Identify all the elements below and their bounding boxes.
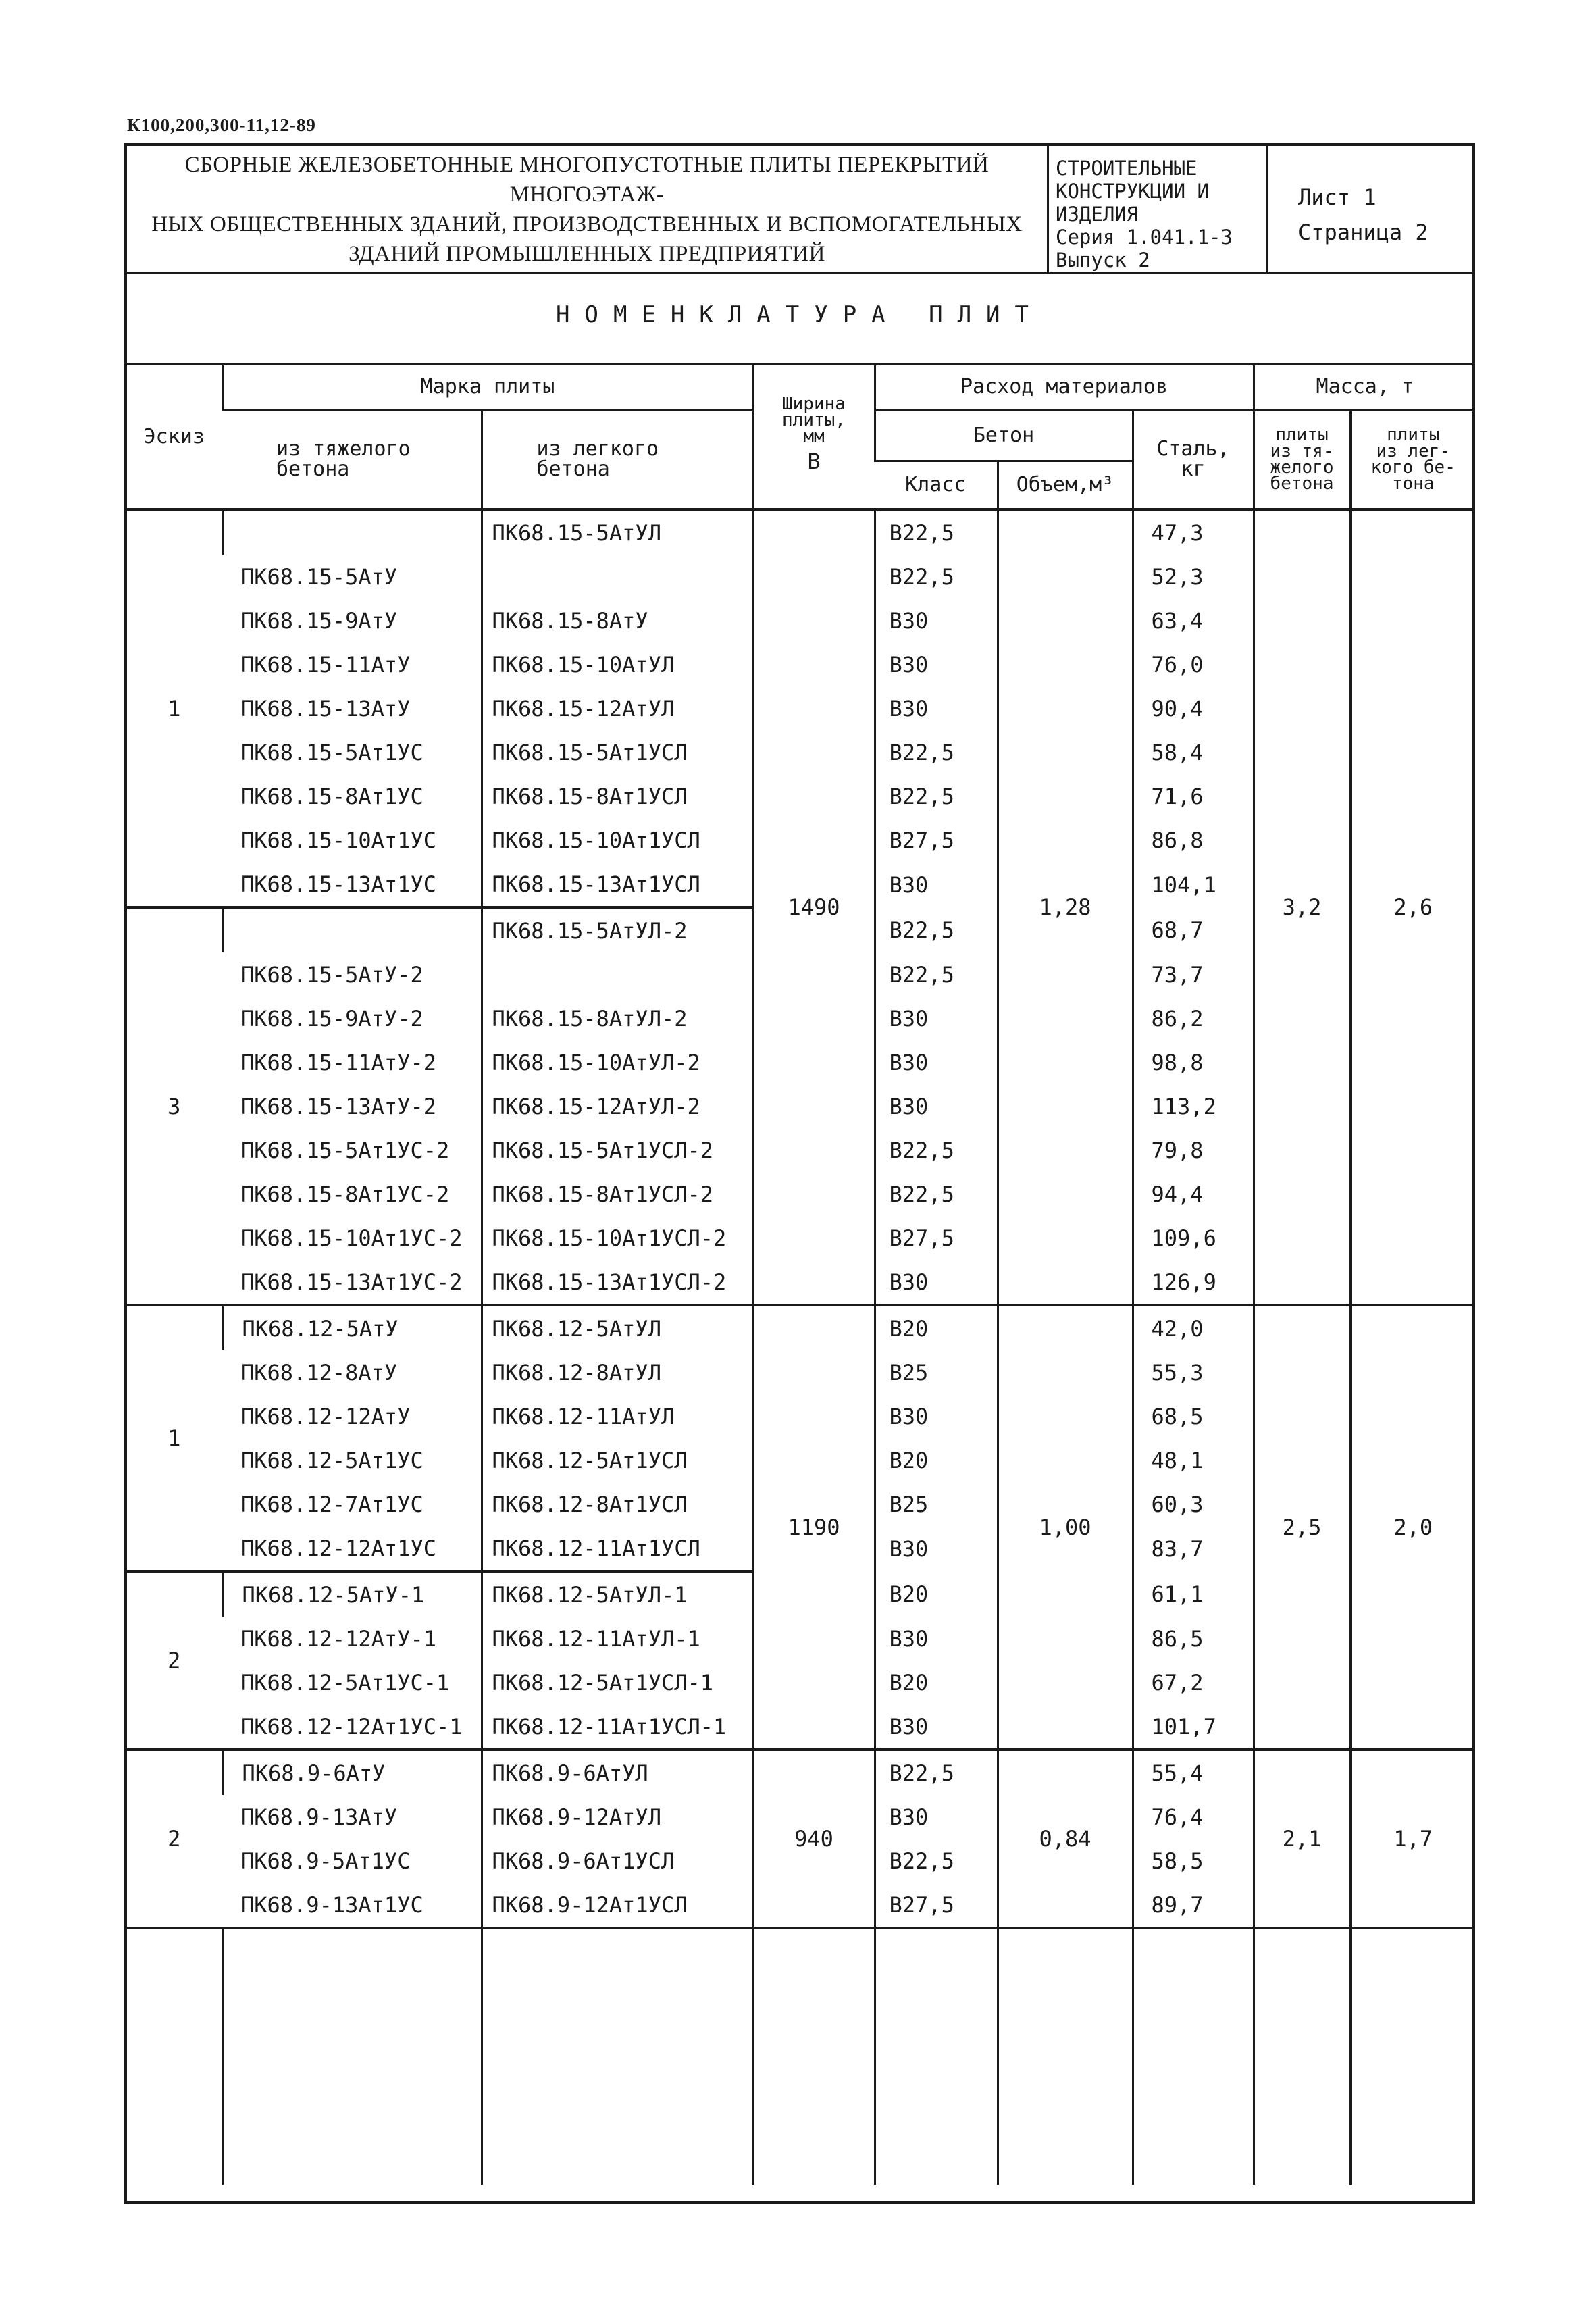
steel-cell: 89,7 <box>1133 1883 1254 1928</box>
class-cell: В20 <box>875 1571 998 1617</box>
light-mark-cell: ПК68.9-12АтУЛ <box>482 1795 753 1839</box>
heavy-mark-cell: ПК68.15-8Ат1УС <box>241 783 423 809</box>
light-mark-cell: ПК68.12-5АтУЛ-1 <box>482 1571 753 1617</box>
light-mark-cell: ПК68.12-5Ат1УСЛ <box>482 1438 753 1482</box>
class-cell: В30 <box>875 1795 998 1839</box>
table-filler-row <box>127 1928 1475 2185</box>
mass-light-cell: 2,0 <box>1350 1305 1475 1750</box>
title-line: НЫХ ОБЩЕСТВЕННЫХ ЗДАНИЙ, ПРОИЗВОДСТВЕННЫХ И ВСПОМОГАТЕЛЬНЫХ <box>151 211 1023 236</box>
title-line: ЗДАНИЙ ПРОМЫШЛЕННЫХ ПРЕДПРИЯТИЙ <box>349 241 825 266</box>
steel-cell: 113,2 <box>1133 1084 1254 1128</box>
steel-cell: 86,8 <box>1133 818 1254 862</box>
light-mark-cell: ПК68.15-8Ат1УСЛ <box>482 774 753 818</box>
light-mark-cell: ПК68.12-11АтУЛ-1 <box>482 1617 753 1660</box>
light-mark-cell: ПК68.15-5Ат1УСЛ <box>482 730 753 774</box>
class-cell: В20 <box>875 1438 998 1482</box>
light-mark-cell: ПК68.9-6Ат1УСЛ <box>482 1839 753 1883</box>
heavy-mark-cell: ПК68.12-5АтУ-1 <box>222 1571 482 1617</box>
heavy-mark-cell: ПК68.15-13АтУ <box>241 695 411 721</box>
heavy-mark-cell: ПК68.15-5Ат1УС-2 <box>241 1137 450 1163</box>
heavy-mark-cell: ПК68.15-13Ат1УС-2 <box>241 1269 463 1295</box>
steel-cell: 55,4 <box>1133 1750 1254 1795</box>
class-cell: В27,5 <box>875 1216 998 1260</box>
light-mark-cell: ПК68.12-8АтУЛ <box>482 1350 753 1394</box>
empty-cell <box>222 1928 482 2185</box>
light-mark-cell: ПК68.12-5Ат1УСЛ-1 <box>482 1660 753 1704</box>
class-cell: В30 <box>875 599 998 642</box>
class-cell: В22,5 <box>875 952 998 996</box>
class-cell: В30 <box>875 1260 998 1305</box>
header-mark-light: из легкого бетона <box>482 410 753 509</box>
sketch-cell: 2 <box>127 1571 222 1750</box>
sketch-cell: 2 <box>127 1750 222 1928</box>
table-row <box>127 1750 1475 1795</box>
sketch-cell: 1 <box>127 1305 222 1571</box>
light-mark-cell: ПК68.12-8Ат1УСЛ <box>482 1482 753 1526</box>
light-mark-cell: ПК68.12-11АтУЛ <box>482 1394 753 1438</box>
light-mark-cell: ПК68.15-8АтУЛ-2 <box>482 996 753 1040</box>
class-cell: В30 <box>875 1040 998 1084</box>
class-cell: В30 <box>875 862 998 907</box>
title-line: СБОРНЫЕ ЖЕЛЕЗОБЕТОННЫЕ МНОГОПУСТОТНЫЕ ПЛИТЫ ПЕРЕКРЫТИЙ МНОГОЭТАЖ- <box>184 152 989 207</box>
steel-cell: 60,3 <box>1133 1482 1254 1526</box>
steel-cell: 42,0 <box>1133 1305 1254 1350</box>
steel-cell: 71,6 <box>1133 774 1254 818</box>
heavy-mark-cell: ПК68.12-12Ат1УС <box>241 1535 436 1561</box>
steel-cell: 52,3 <box>1133 555 1254 599</box>
header-class: Класс <box>875 461 998 509</box>
steel-cell: 101,7 <box>1133 1704 1254 1750</box>
empty-cell <box>753 1928 875 2185</box>
class-cell: В20 <box>875 1660 998 1704</box>
sheet-number: Лист 1 <box>1298 184 1376 210</box>
header-width: Ширина плиты, мм В <box>753 365 875 509</box>
heavy-mark-cell <box>222 509 482 555</box>
nomenclature-table <box>127 365 1475 2185</box>
light-mark-cell: ПК68.12-5АтУЛ <box>482 1305 753 1350</box>
steel-cell: 76,4 <box>1133 1795 1254 1839</box>
series-info <box>1049 146 1268 272</box>
light-mark-cell: ПК68.15-13Ат1УСЛ-2 <box>482 1260 753 1305</box>
light-mark-cell: ПК68.15-13Ат1УСЛ <box>482 862 753 907</box>
heavy-mark-cell: ПК68.15-5АтУ-2 <box>241 961 423 988</box>
light-mark-cell: ПК68.15-10АтУЛ <box>482 642 753 686</box>
steel-cell: 48,1 <box>1133 1438 1254 1482</box>
heavy-mark-cell: ПК68.12-12АтУ-1 <box>241 1625 436 1652</box>
header-mark: Марка плиты <box>222 365 753 410</box>
header-mass-heavy: плиты из тя- желого бетона <box>1254 410 1350 509</box>
steel-cell: 68,5 <box>1133 1394 1254 1438</box>
heavy-mark-cell: ПК68.15-11АтУ <box>241 651 411 678</box>
table-body <box>127 509 1475 2185</box>
light-mark-cell: ПК68.15-5Ат1УСЛ-2 <box>482 1128 753 1172</box>
series-line: ИЗДЕЛИЯ <box>1056 203 1139 226</box>
steel-cell: 58,4 <box>1133 730 1254 774</box>
class-cell: В22,5 <box>875 509 998 555</box>
class-cell: В30 <box>875 1084 998 1128</box>
class-cell: В30 <box>875 1394 998 1438</box>
class-cell: В20 <box>875 1305 998 1350</box>
heavy-mark-cell: ПК68.15-10Ат1УС <box>241 827 436 853</box>
heavy-mark-cell: ПК68.12-5Ат1УС <box>241 1447 423 1473</box>
light-mark-cell: ПК68.15-10Ат1УСЛ-2 <box>482 1216 753 1260</box>
steel-cell: 79,8 <box>1133 1128 1254 1172</box>
series-line: КОНСТРУКЦИИ И <box>1056 180 1209 203</box>
class-cell: В27,5 <box>875 1883 998 1928</box>
heavy-mark-cell: ПК68.9-5Ат1УС <box>241 1848 411 1874</box>
heavy-mark-cell: ПК68.9-13АтУ <box>241 1804 398 1830</box>
mass-light-cell: 2,6 <box>1350 509 1475 1305</box>
empty-cell <box>1133 1928 1254 2185</box>
steel-cell: 67,2 <box>1133 1660 1254 1704</box>
heavy-mark-cell: ПК68.12-12АтУ <box>241 1403 411 1429</box>
class-cell: В25 <box>875 1350 998 1394</box>
page-number: Страница 2 <box>1298 220 1428 245</box>
steel-cell: 73,7 <box>1133 952 1254 996</box>
sheet-info <box>1268 146 1475 272</box>
heavy-mark-cell: ПК68.15-11АтУ-2 <box>241 1049 436 1075</box>
series-line: СТРОИТЕЛЬНЫЕ <box>1056 157 1198 180</box>
light-mark-cell: ПК68.15-10Ат1УСЛ <box>482 818 753 862</box>
steel-cell: 63,4 <box>1133 599 1254 642</box>
sketch-cell: 3 <box>127 907 222 1305</box>
heavy-mark-cell: ПК68.15-8Ат1УС-2 <box>241 1181 450 1207</box>
class-cell: В22,5 <box>875 1839 998 1883</box>
width-cell: 1190 <box>753 1305 875 1750</box>
width-cell: 940 <box>753 1750 875 1928</box>
mass-light-cell: 1,7 <box>1350 1750 1475 1928</box>
heavy-mark-cell: ПК68.9-13Ат1УС <box>241 1891 423 1918</box>
steel-cell: 98,8 <box>1133 1040 1254 1084</box>
header-sketch: Эскиз <box>127 365 222 509</box>
light-mark-cell: ПК68.15-8АтУ <box>482 599 753 642</box>
class-cell: В22,5 <box>875 1128 998 1172</box>
width-cell: 1490 <box>753 509 875 1305</box>
class-cell: В25 <box>875 1482 998 1526</box>
header-mark-heavy: из тяжелого бетона <box>222 410 482 509</box>
heavy-mark-cell: ПК68.12-12Ат1УС-1 <box>241 1713 463 1739</box>
header-steel: Сталь, кг <box>1133 410 1254 509</box>
steel-cell: 104,1 <box>1133 862 1254 907</box>
steel-cell: 86,5 <box>1133 1617 1254 1660</box>
class-cell: В22,5 <box>875 1172 998 1216</box>
series-line: Выпуск 2 <box>1056 249 1150 272</box>
class-cell: В22,5 <box>875 1750 998 1795</box>
light-mark-cell: ПК68.15-12АтУЛ-2 <box>482 1084 753 1128</box>
heavy-mark-cell: ПК68.12-8АтУ <box>241 1359 398 1386</box>
class-cell: В22,5 <box>875 730 998 774</box>
series-line: Серия 1.041.1-3 <box>1056 226 1233 249</box>
nomenclature-title: НОМЕНКЛАТУРА ПЛИТ <box>127 274 1472 365</box>
light-mark-cell <box>482 952 753 996</box>
header-volume: Объем,м³ <box>998 461 1133 509</box>
empty-cell <box>127 1928 222 2185</box>
heavy-mark-cell <box>222 907 482 952</box>
mass-heavy-cell: 2,5 <box>1254 1305 1350 1750</box>
steel-cell: 47,3 <box>1133 509 1254 555</box>
table-row <box>127 509 1475 555</box>
header-mass-light: плиты из лег- кого бе- тона <box>1350 410 1475 509</box>
volume-cell: 0,84 <box>998 1750 1133 1928</box>
steel-cell: 76,0 <box>1133 642 1254 686</box>
steel-cell: 86,2 <box>1133 996 1254 1040</box>
mass-heavy-cell: 2,1 <box>1254 1750 1350 1928</box>
light-mark-cell: ПК68.9-12Ат1УСЛ <box>482 1883 753 1928</box>
class-cell: В27,5 <box>875 818 998 862</box>
volume-cell: 1,00 <box>998 1305 1133 1750</box>
header-materials: Расход материалов <box>875 365 1254 410</box>
steel-cell: 90,4 <box>1133 686 1254 730</box>
steel-cell: 83,7 <box>1133 1526 1254 1571</box>
steel-cell: 94,4 <box>1133 1172 1254 1216</box>
empty-cell <box>1350 1928 1475 2185</box>
heavy-mark-cell: ПК68.15-5АтУ <box>241 563 398 590</box>
light-mark-cell: ПК68.15-12АтУЛ <box>482 686 753 730</box>
document-title <box>127 146 1049 272</box>
class-cell: В30 <box>875 996 998 1040</box>
empty-cell <box>998 1928 1133 2185</box>
light-mark-cell: ПК68.15-5АтУЛ-2 <box>482 907 753 952</box>
heavy-mark-cell: ПК68.15-9АтУ-2 <box>241 1005 423 1032</box>
light-mark-cell <box>482 555 753 599</box>
class-cell: В22,5 <box>875 555 998 599</box>
heavy-mark-cell: ПК68.12-5АтУ <box>222 1305 482 1350</box>
heavy-mark-cell: ПК68.9-6АтУ <box>222 1750 482 1795</box>
heavy-mark-cell: ПК68.15-13АтУ-2 <box>241 1093 436 1119</box>
light-mark-cell: ПК68.9-6АтУЛ <box>482 1750 753 1795</box>
table-row <box>127 1305 1475 1350</box>
light-mark-cell: ПК68.15-10АтУЛ-2 <box>482 1040 753 1084</box>
steel-cell: 61,1 <box>1133 1571 1254 1617</box>
class-cell: В30 <box>875 1704 998 1750</box>
class-cell: В30 <box>875 1526 998 1571</box>
steel-cell: 55,3 <box>1133 1350 1254 1394</box>
class-cell: В30 <box>875 686 998 730</box>
steel-cell: 68,7 <box>1133 907 1254 952</box>
drawing-sheet <box>124 143 1475 2204</box>
heavy-mark-cell: ПК68.15-5Ат1УС <box>241 739 423 765</box>
heavy-mark-cell: ПК68.15-10Ат1УС-2 <box>241 1225 463 1251</box>
class-cell: В30 <box>875 1617 998 1660</box>
steel-cell: 109,6 <box>1133 1216 1254 1260</box>
title-block <box>127 146 1472 274</box>
class-cell: В22,5 <box>875 774 998 818</box>
class-cell: В22,5 <box>875 907 998 952</box>
light-mark-cell: ПК68.15-8Ат1УСЛ-2 <box>482 1172 753 1216</box>
steel-cell: 58,5 <box>1133 1839 1254 1883</box>
heavy-mark-cell: ПК68.12-7Ат1УС <box>241 1491 423 1517</box>
heavy-mark-cell: ПК68.15-9АтУ <box>241 607 398 634</box>
light-mark-cell: ПК68.15-5АтУЛ <box>482 509 753 555</box>
empty-cell <box>1254 1928 1350 2185</box>
light-mark-cell: ПК68.12-11Ат1УСЛ <box>482 1526 753 1571</box>
heavy-mark-cell: ПК68.12-5Ат1УС-1 <box>241 1669 450 1696</box>
header-concrete: Бетон <box>875 410 1133 461</box>
empty-cell <box>875 1928 998 2185</box>
light-mark-cell: ПК68.12-11Ат1УСЛ-1 <box>482 1704 753 1750</box>
steel-cell: 126,9 <box>1133 1260 1254 1305</box>
sketch-cell: 1 <box>127 509 222 907</box>
header-mass: Масса, т <box>1254 365 1475 410</box>
mass-heavy-cell: 3,2 <box>1254 509 1350 1305</box>
class-cell: В30 <box>875 642 998 686</box>
empty-cell <box>482 1928 753 2185</box>
heavy-mark-cell: ПК68.15-13Ат1УС <box>241 871 436 897</box>
document-code: К100,200,300-11,12-89 <box>127 115 316 135</box>
volume-cell: 1,28 <box>998 509 1133 1305</box>
